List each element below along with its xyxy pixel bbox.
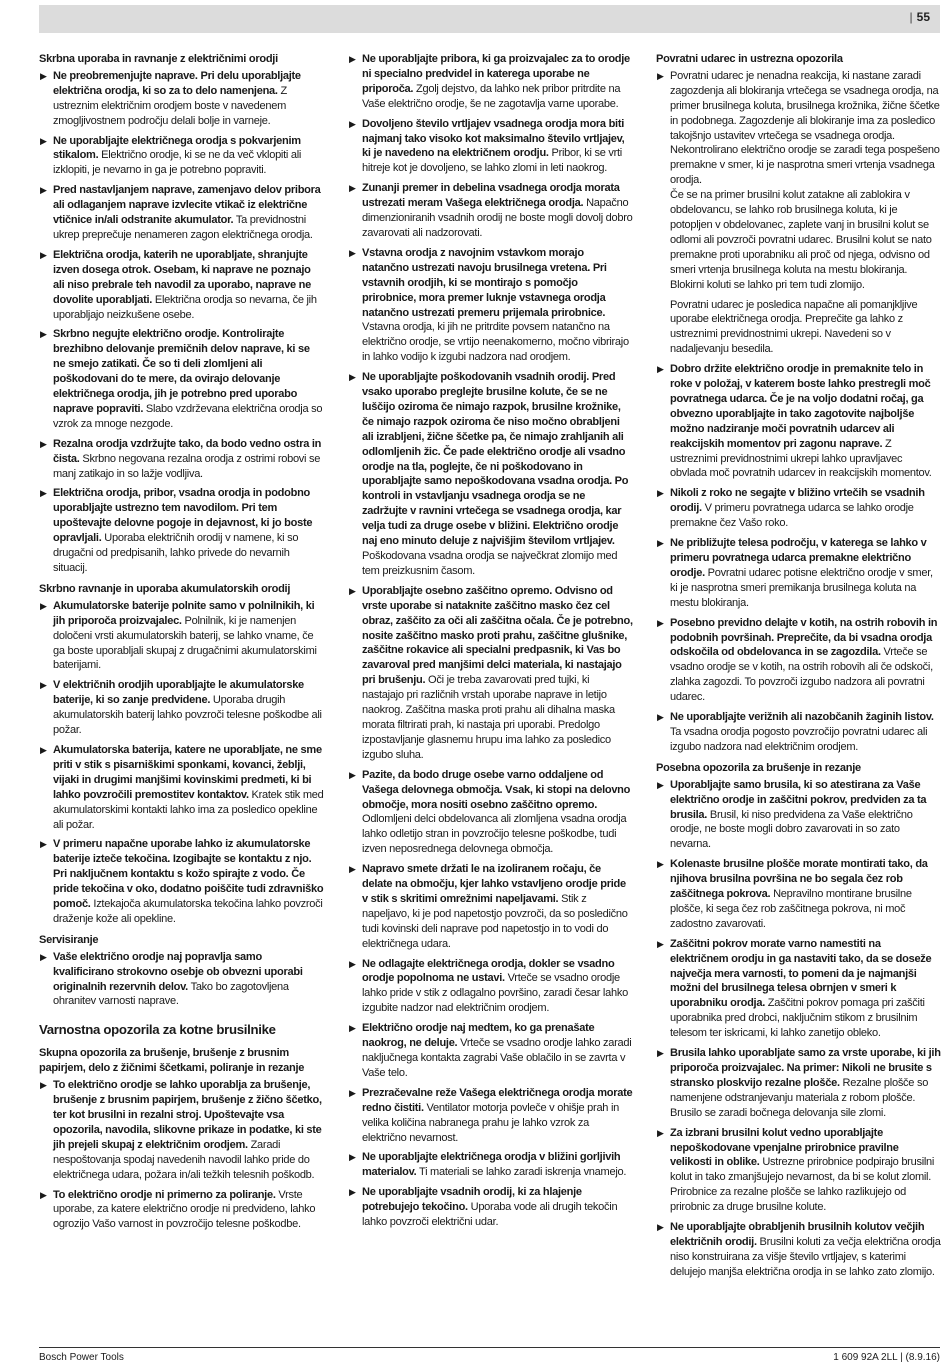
- bullet-item: [39, 134, 324, 179]
- bullet-text: Kratek stik med akumulatorskimi kontakti lahko ima za posledico opekline ali požar.: [53, 788, 324, 831]
- bullet-bold-text: Rezalna orodja vzdržujte tako, da bodo vedno ostra in čista.: [53, 437, 322, 465]
- bullet-arrow-icon: ▶: [349, 54, 356, 64]
- bullet-bold-text: Posebno previdno delajte v kotih, na ostrih robovih in podobnih površinah. Preprečite, da bi vsadna orodja odskočila od obdelovanca in se zagozdila.: [670, 616, 938, 659]
- bullet-item: [348, 957, 633, 1017]
- bullet-text: Skrbno negovana rezalna orodja z ostrimi robovi se manj zatikajo in so lažje vodljiva.: [53, 452, 321, 480]
- bullet-text: Vrteče se vsadno orodje lahko pride v stik z odlagalno površino, zaradi česar lahko izgubite nadzor nad električnim orodjem.: [362, 972, 628, 1015]
- paragraph: Povratni udarec je posledica napačne ali pomanjkljive uporabe električnega orodja. Preprečite ga lahko z ustreznimi previdnostnimi ukrepi. Navedeni so v nadaljevanju besedila.: [670, 298, 918, 356]
- bullet-text: Brusilni koluti za večja električna orodja niso konstruirana za višje število vrtljajev, s katerimi delujejo manjša električna orodja in se lahko zato zlomijo.: [670, 1235, 941, 1278]
- bullet-arrow-icon: ▶: [657, 938, 664, 949]
- bullet-bold-text: Ne uporabljajte poškodovanih vsadnih orodij. Pred vsako uporabo preglejte brusilne kolute, če se ne luščijo oziroma če nimajo razpok, brusilne krožnike, če nimajo razpok oziroma če niso močno obrabljeni ali izrabljeni, žične ščetke pa, če nimajo zrahljanih ali odlomljenih žic. Če pade električno orodje ali vsadno orodje na tla, poglejte, če ni poškodovano in uporabljajte samo nepoškodovana vsadna orodja. Po kontroli in vstavljanju vsadnega orodja se ne zadržujte v ravnini vrtečega se vsadnega orodja, kar velja tudi za druge osebe v bližini. Električno orodje naj eno minuto deluje z najvišjim številom vrtljajev.: [362, 371, 629, 548]
- bullet-text: Ta previdnostni ukrep preprečuje nenameren zagon električnega orodja.: [53, 214, 313, 241]
- bullet-bold-text: Ne uporabljajte električnega orodja s pokvarjenim stikalom.: [53, 134, 301, 162]
- bullet-item: [39, 950, 324, 1010]
- bullet-item: [39, 678, 324, 738]
- section-heading: Posebna opozorila za brušenje in rezanje: [656, 761, 861, 774]
- bullet-item: [348, 768, 633, 857]
- bullet-text: Polnilnik, ki je namenjen določeni vrsti akumulatorskih baterij, se lahko vname, če ga boste uporabljali skupaj z drugačnimi akumulatorskimi baterijami.: [53, 614, 317, 672]
- bullet-item: [348, 584, 633, 763]
- footer-docnum: 1 609 92A 2LL | (8.9.16): [833, 1352, 940, 1363]
- page-number: [910, 10, 930, 24]
- bullet-arrow-icon: ▶: [40, 951, 47, 962]
- bullet-item: [348, 862, 633, 951]
- bullet-text: V primeru povratnega udarca se lahko orodje premakne čez Vašo roko.: [670, 502, 914, 530]
- bullet-item: [656, 536, 941, 611]
- bullet-item: [39, 437, 324, 482]
- bullet-list: [656, 778, 941, 1280]
- bullet-bold-text: Ne odlagajte električnega orodja, dokler se vsadno orodje popolnoma ne ustavi.: [362, 957, 615, 985]
- bullet-bold-text: Zunanji premer in debelina vsadnega orodja morata ustrezati meram Vašega električnega orodja.: [362, 182, 620, 210]
- bullet-item: [348, 1086, 633, 1146]
- bullet-arrow-icon: ▶: [657, 617, 664, 628]
- bullet-item: [656, 616, 941, 705]
- bullet-arrow-icon: ▶: [40, 744, 47, 755]
- bullet-list: [39, 69, 324, 576]
- bullet-item: [656, 1220, 941, 1280]
- bullet-bold-text: Ne preobremenjujte naprave. Pri delu uporabljajte električna orodja, ki so za to delo namenjena.: [53, 69, 301, 97]
- bullet-text: Ustrezne prirobnice podpirajo brusilni kolut in tako zmanjšujejo nevarnost, da bi se kolut zlomil. Prirobnice za rezalne plošče se lahko razlikujejo od prirobnic za druge brusilne kolute.: [670, 1156, 935, 1214]
- bullet-item: [39, 486, 324, 575]
- bullet-arrow-icon: ▶: [40, 185, 47, 196]
- bullet-text: Nepravilno montirane brusilne plošče, ki sega čez rob zaščitnega pokrova, ni moč zadostno zavarovati.: [670, 888, 912, 930]
- page-number-value: 55: [916, 10, 930, 24]
- bullet-arrow-icon: ▶: [40, 1189, 47, 1200]
- bullet-arrow-icon: ▶: [657, 70, 664, 81]
- bullet-item: [348, 370, 633, 579]
- bullet-item: [39, 1078, 324, 1182]
- bullet-text: Uporaba drugih akumulatorskih baterij lahko povzroči telesne poškodbe ali požar.: [53, 694, 322, 737]
- bullet-text: Zaščitni pokrov pomaga pri zaščiti uporabnika pred drobci, naključnim stikom z brusilnim telesom ter iskricami, ki lahko zanetijo obleko.: [670, 997, 925, 1040]
- section-heading: Servisiranje: [39, 933, 99, 946]
- bullet-text: Poškodovana vsadna orodja se največkrat zlomijo med tem preizkusnim časom.: [362, 550, 618, 577]
- bullet-text: Uporaba električnih orodij v namene, ki so drugačni od predpisanih, lahko privede do nevarnih situacij.: [53, 532, 299, 574]
- bullet-text: Povratni udarec je nenadna reakcija, ki nastane zaradi zagozdenja ali blokiranja vrtečega se vsadnega orodja, na primer brusilnega koluta, brusilnega krožnika, žične ščetke in podobnega. Zagozdenje ali blokiranje ima za posledico takojšnjo ustavitev vrtečega se vsadnega orodja. Nekontrolirano električno orodje se zaradi tega pospešeno premakne v smer, ki je nasprotna smeri vrtenja vsadnega orodja.: [670, 69, 940, 187]
- bullet-arrow-icon: ▶: [40, 680, 47, 691]
- bullet-text: Rezalne plošče so namenjene odstranjevanju materiala z robom plošče. Brusilo se zaradi bočnega delovanja sile zlomi.: [670, 1076, 929, 1119]
- bullet-bold-text: Električno orodje naj medtem, ko ga prenašate naokrog, ne deluje.: [362, 1022, 595, 1050]
- section-heading: Skupna opozorila za brušenje, brušenje z brusnim papirjem, delo z žičnimi ščetkami, poliranje in rezanje: [39, 1047, 305, 1075]
- bullet-text: Vrteče se vsadno orodje se v kotih, na ostrih robovih ali če odskoči, zlahka zagozdi. To povzroči izgubo nadzora ali povratni udarec.: [670, 646, 933, 704]
- bullet-item: [348, 52, 633, 112]
- bullet-bold-text: Zaščitni pokrov morate varno namestiti na električnem orodju in ga nastaviti tako, da se doseže največja mera varnosti, to pomeni da je najmanjši možni del brusilnega telesa obrnjen v smeri k uporabniku orodja.: [670, 937, 932, 1010]
- bullet-text: Iztekajoča akumulatorska tekočina lahko povzroči draženje kože ali opekline.: [53, 898, 323, 925]
- bullet-item: [656, 937, 941, 1041]
- column-3: [656, 52, 941, 1285]
- bullet-arrow-icon: ▶: [349, 1152, 356, 1163]
- bullet-bold-text: To električno orodje se lahko uporablja za brušenje, brušenje z brusnim papirjem, brušenje z žično ščetko, ter kot brusilni in rezalni stroj. Upoštevajte vsa opozorila, navodila, slikovne prikaze in podatke, ki ste jih prejeli skupaj z električnim orodjem.: [53, 1079, 322, 1151]
- bullet-item: [656, 1046, 941, 1121]
- bullet-list: [39, 599, 324, 927]
- bullet-arrow-icon: ▶: [40, 600, 47, 611]
- section-heading: Povratni udarec in ustrezna opozorila: [656, 53, 843, 65]
- bullet-arrow-icon: ▶: [40, 70, 47, 81]
- bullet-text: Vstavna orodja, ki jih ne pritrdite povsem natančno na električno orodje, se vrtijo neenakomerno, močno vibrirajo in lahko vodijo k izgubi nadzora nad orodjem.: [362, 321, 629, 364]
- bullet-bold-text: Vstavna orodja z navojnim vstavkom morajo natančno ustrezati navoju brusilnega vretena. Pri vstavnih orodjih, ki se montirajo s pomočjo prirobnice, mora premer luknje vstavnega orodja natančno ustrezati premeru prijemala prirobnice.: [362, 246, 607, 319]
- bullet-bold-text: Ne uporabljajte obrabljenih brusilnih kolutov večjih električnih orodij.: [670, 1221, 925, 1248]
- bullet-bold-text: Dovoljeno število vrtljajev vsadnega orodja mora biti najmanj tako visoko kot maksimalno število vrtljajev, ki je navedeno na električnem orodju.: [362, 117, 625, 160]
- bullet-item: [656, 69, 941, 188]
- bullet-text: Z ustreznimi previdnostnimi ukrepi lahko upravljavec obvlada moč povratnih udarcev in reakcijskih momentov.: [670, 437, 932, 480]
- bullet-item: [39, 183, 324, 243]
- bullet-arrow-icon: ▶: [349, 1187, 356, 1198]
- bullet-list: [39, 950, 324, 1010]
- bullet-bold-text: V električnih orodjih uporabljajte le akumulatorske baterije, ki so zanje predvidene.: [53, 679, 304, 707]
- bullet-arrow-icon: ▶: [349, 118, 356, 129]
- bullet-text: Ti materiali se lahko zaradi iskrenja vnamejo.: [416, 1166, 627, 1179]
- bullet-item: [348, 181, 633, 241]
- bullet-text: Zgolj dejstvo, da lahko nek pribor pritrdite na Vaše električno orodje, še ne zagotavlja varne uporabe.: [362, 82, 621, 110]
- bullet-text: Vrste uporabe, za katere električno orodje ni predvideno, lahko ogrozijo Vašo varnost in povzročijo telesne poškodbe.: [53, 1188, 316, 1231]
- bullet-item: [348, 246, 633, 365]
- page-number-separator: |: [909, 10, 913, 24]
- bullet-bold-text: Akumulatorska baterija, katere ne uporabljate, ne sme priti v stik s pisarniškimi sponkami, kovanci, žeblji, vijaki in drugimi manjšimi kovinskimi predmeti, ki bi lahko povzročili premostitev kontaktov.: [53, 743, 322, 801]
- bullet-bold-text: Vaše električno orodje naj popravlja samo kvalificirano strokovno osebje ob obvezni uporabi originalnih rezervnih delov.: [53, 950, 303, 993]
- bullet-item: [39, 743, 324, 832]
- footer-brand: Bosch Power Tools: [39, 1352, 124, 1363]
- bullet-arrow-icon: ▶: [349, 958, 356, 969]
- bullet-text: Pribor, ki se vrti hitreje kot je dovoljeno, se lahko zlomi in leti naokrog.: [362, 147, 622, 175]
- bullet-item: [39, 837, 324, 926]
- bullet-text: Zaradi nespoštovanja spodaj navedenih navodil lahko pride do električnega udara, požara in/ali težkih telesnih poškodb.: [53, 1138, 315, 1181]
- bullet-item: [656, 362, 941, 481]
- bullet-arrow-icon: ▶: [657, 1222, 664, 1233]
- bullet-item: [656, 1126, 941, 1215]
- bullet-text: Odlomljeni delci obdelovanca ali zlomljena vsadna orodja lahko odletijo stran in povzročijo telesne poškodbe, tudi izven neposrednega delovnega območja.: [362, 813, 627, 856]
- header-bar: [39, 5, 940, 33]
- bullet-item: [39, 69, 324, 129]
- bullet-bold-text: Skrbno negujte električno orodje. Kontrolirajte brezhibno delovanje premičnih delov naprave, ki se ne smejo zatikati. Če so ti deli zlomljeni ali poškodovani do te mere, da ovirajo delovanje električnega orodja, jih je potrebno pred uporabo naprave popraviti.: [53, 328, 310, 415]
- bullet-item: [656, 486, 941, 531]
- bullet-arrow-icon: ▶: [40, 249, 47, 260]
- bullet-arrow-icon: ▶: [349, 372, 356, 383]
- bullet-bold-text: Pred nastavljanjem naprave, zamenjavo delov pribora ali odlaganjem naprave izvlecite vtikač iz električne vtičnice in/ali odstranite akumulator.: [53, 184, 321, 227]
- bullet-text: Brusil, ki niso predvidena za Vaše električno orodje, ne boste mogli dobro zavarovati in so zato nevarna.: [670, 808, 913, 851]
- bullet-arrow-icon: ▶: [657, 1127, 664, 1138]
- paragraph: Če se na primer brusilni kolut zatakne ali zablokira v obdelovancu, se lahko rob brusilnega koluta, ki je potopljen v obdelovanec, zaplete vanj in brusilni kolut se odlomi ali povzroči povratni udarec. Brusilni kolut se nato premakne proti uporabniku ali proč od njega, odvisno od smeri vrtenja brusilnega koluta na mestu blokiranja. Blokirni koluti se lahko pri tem tudi zlomijo.: [670, 189, 932, 291]
- bullet-bold-text: Ne približujte telesa področju, v katerega se lahko v primeru povratnega udarca premakne električno orodje.: [670, 537, 927, 579]
- bullet-bold-text: Električna orodja, pribor, vsadna orodja in podobno uporabljajte ustrezno tem navodilom. Pri tem upoštevajte delovne pogoje in dejavnost, ki jo boste opravljali.: [53, 487, 313, 545]
- bullet-list: [656, 362, 941, 755]
- bullet-bold-text: Ne uporabljajte vsadnih orodij, ki za hlajenje potrebujejo tekočino.: [362, 1186, 582, 1214]
- bullet-arrow-icon: ▶: [349, 864, 356, 875]
- bullet-bold-text: Akumulatorske baterije polnite samo v polnilnikih, ki jih priporoča proizvajalec.: [53, 599, 315, 627]
- bullet-item: [656, 857, 941, 932]
- bullet-arrow-icon: ▶: [349, 769, 356, 780]
- bullet-item: [348, 1150, 633, 1180]
- bullet-arrow-icon: ▶: [40, 329, 47, 340]
- bullet-item: [348, 117, 633, 177]
- bullet-text: Vrteče se vsadno orodje lahko zaradi naključnega kontakta zagrabi Vaše oblačilo in se zavrta v Vaše telo.: [362, 1037, 632, 1079]
- bullet-text: Električna orodja so nevarna, če jih uporabljajo neizkušene osebe.: [53, 293, 317, 321]
- bullet-arrow-icon: ▶: [40, 488, 47, 499]
- bullet-item: [39, 248, 324, 323]
- bullet-text: Slabo vzdrževana električna orodja so vzrok za mnoge nezgode.: [53, 402, 323, 430]
- bullet-text: Uporaba vode ali drugih tekočin lahko povzroči električni udar.: [362, 1201, 618, 1229]
- bullet-item: [39, 327, 324, 431]
- bullet-item: [656, 710, 941, 755]
- bullet-bold-text: Dobro držite električno orodje in premaknite telo in roke v položaj, v katerem boste lahko prestregli moč povratnega udarca. Če je na voljo dodatni ročaj, ga obvezno uporabljajte in tako zagotovite najboljše možno nadziranje moči povratnih udarcev ali reakcijskih momentov pri zagonu naprave.: [670, 363, 931, 450]
- bullet-text: Napačno dimenzioniranih vsadnih orodij ne boste mogli dovolj dobro zavarovati ali nadzorovati.: [362, 197, 633, 239]
- bullet-arrow-icon: ▶: [657, 488, 664, 499]
- bullet-arrow-icon: ▶: [349, 1023, 356, 1034]
- section-heading: Skrbno ravnanje in uporaba akumulatorskih orodij: [39, 582, 291, 595]
- bullet-list: [348, 52, 633, 1230]
- bullet-bold-text: V primeru napačne uporabe lahko iz akumulatorske baterije izteče tekočina. Izogibajte se kontaktu z njo. Pri naključnem kontaktu s kožo spirajte z vodo. Če pride tekočina v oko, dodatno poiščite tudi zdravniško pomoč.: [53, 838, 324, 911]
- bullet-text: Povratni udarec potisne električno orodje v smer, ki je nasprotna smeri premikanja brusilnega koluta na mestu blokiranja.: [670, 566, 933, 609]
- bullet-arrow-icon: ▶: [349, 247, 356, 258]
- bullet-arrow-icon: ▶: [349, 1087, 356, 1098]
- bullet-text: Ta vsadna orodja pogosto povzročijo povratni udarec ali izgubo nadzora nad električnim orodjem.: [670, 725, 928, 753]
- bullet-item: [348, 1185, 633, 1230]
- bullet-arrow-icon: ▶: [40, 1080, 47, 1091]
- column-1: [39, 52, 324, 1237]
- bullet-item: [39, 599, 324, 674]
- bullet-item: [656, 778, 941, 853]
- bullet-item: [39, 1188, 324, 1233]
- bullet-bold-text: Električna orodja, katerih ne uporabljate, shranjujte izven dosega otrok. Osebam, ki naprave ne poznajo ali niso prebrale teh navodil za uporabo, naprave ne dovolite uporabljati.: [53, 248, 311, 306]
- bullet-arrow-icon: ▶: [349, 183, 356, 194]
- section-heading: Skrbna uporaba in ravnanje z električnimi orodji: [39, 53, 278, 65]
- bullet-arrow-icon: ▶: [657, 538, 664, 549]
- bullet-bold-text: Prezračevalne reže Vašega električnega orodja morate redno čistiti.: [362, 1086, 633, 1114]
- bullet-bold-text: Ne uporabljajte pribora, ki ga proizvajalec za to orodje ni specialno predvidel in katerega uporabe ne priporoča.: [362, 53, 630, 95]
- bullet-bold-text: Ne uporabljajte verižnih ali nazobčanih žaginih listov.: [670, 711, 934, 724]
- bullet-text: Tako bo zagotovljena ohranitev varnosti naprave.: [53, 980, 289, 1008]
- bullet-text: Ventilator motorja povleče v ohišje prah in velika količina nabranega prahu je lahko vzrok za električno nevarnost.: [362, 1101, 619, 1144]
- bullet-bold-text: To električno orodje ni primerno za poliranje.: [53, 1188, 276, 1201]
- bullet-arrow-icon: ▶: [40, 839, 47, 850]
- bullet-bold-text: Pazite, da bodo druge osebe varno oddaljene od Vašega delovnega območja. Vsak, ki stopi na delovno območje, mora nositi osebno zaščitno opremo.: [362, 768, 631, 811]
- bullet-bold-text: Ne uporabljajte električnega orodja v bližini gorljivih materialov.: [362, 1151, 621, 1179]
- page-footer: [39, 1347, 940, 1368]
- bullet-bold-text: Uporabljajte osebno zaščitno opremo. Odvisno od vrste uporabe si nataknite zaščitno masko čez cel obraz, zaščito za oči ali zaščitna očala. Če je potrebno, nosite zaščitno masko proti prahu, zaščitne glušnike, zaščitne rokavice ali specialni predpasnik, ki Vas bo zavaroval pred manjšimi delci materiala, ki nastajajo pri brušenju.: [362, 584, 633, 687]
- bullet-arrow-icon: ▶: [40, 438, 47, 449]
- bullet-text: Električno orodje, ki se ne da več vklopiti ali izklopiti, je nevarno in ga je potrebno popraviti.: [53, 149, 302, 177]
- column-2: [348, 52, 633, 1235]
- bullet-arrow-icon: ▶: [657, 364, 664, 375]
- bullet-text: Stik z napeljavo, ki je pod napetostjo povzroči, da so posledično tudi kovinski deli naprave pod napetostjo in to vodi do električnega udara.: [362, 892, 628, 950]
- bullet-bold-text: Uporabljajte samo brusila, ki so atestirana za Vaše električno orodje in zaščitni pokrov, predviden za ta brusila.: [670, 778, 927, 821]
- bullet-arrow-icon: ▶: [657, 712, 664, 723]
- bullet-text: Oči je treba zavarovati pred tujki, ki nastajajo pri različnih vrstah uporabe naprave in letijo naokrog. Zaščitna maska proti prahu ali dihalna maska morata filtrirati prah, ki nastaja pri uporabi. Predolgo izpostavljanje glasnemu hrupu ima lahko za posledico izgubo sluha.: [362, 674, 615, 761]
- bullet-item: [348, 1021, 633, 1081]
- bullet-arrow-icon: ▶: [349, 585, 356, 596]
- bullet-text: Z ustreznim električnim orodjem boste v navedenem zmogljivostnem področju delali bolje in varneje.: [53, 84, 287, 127]
- bullet-arrow-icon: ▶: [657, 779, 664, 790]
- bullet-bold-text: Brusila lahko uporabljate samo za vrste uporabe, ki jih priporoča proizvajalec. Na primer: Nikoli ne brusite s stransko ploskvijo rezalne plošče.: [670, 1047, 941, 1089]
- bullet-arrow-icon: ▶: [657, 859, 664, 870]
- bullet-bold-text: Kolenaste brusilne plošče morate montirati tako, da njihova brusilna površina ne bo segala čez rob zaščitnega pokrova.: [670, 858, 928, 901]
- chapter-heading: Varnostna opozorila za kotne brusilnike: [39, 1022, 276, 1038]
- bullet-bold-text: Za izbrani brusilni kolut vedno uporabljajte nepoškodovane vpenjalne prirobnice pravilne velikosti in oblike.: [670, 1126, 899, 1169]
- bullet-arrow-icon: ▶: [657, 1048, 664, 1059]
- bullet-bold-text: Nikoli z roko ne segajte v bližino vrtečih se vsadnih orodij.: [670, 487, 925, 515]
- bullet-list: [39, 1078, 324, 1232]
- bullet-arrow-icon: ▶: [40, 135, 47, 146]
- bullet-bold-text: Napravo smete držati le na izoliranem ročaju, če delate na območju, kjer lahko vstavljeno orodje pride v stik s skritimi omrežnimi napeljavami.: [362, 863, 626, 905]
